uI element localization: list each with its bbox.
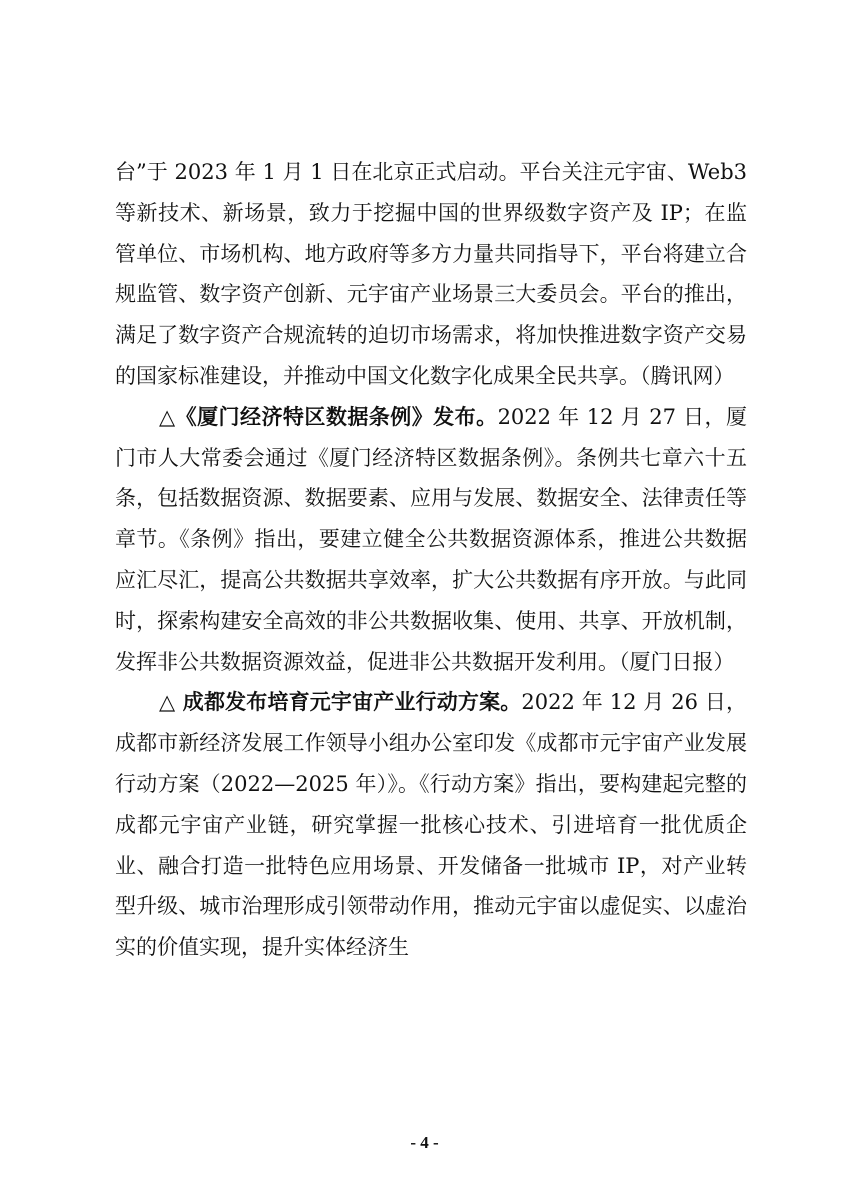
- document-body: [115, 152, 747, 968]
- paragraph-body: 2022 年 12 月 27 日，厦门市人大常委会通过《厦门经济特区数据条例》。条例共七章六十五条，包括数据资源、数据要素、应用与发展、数据安全、法律责任等章节。《条例》指出，要建立健全公共数据资源体系，推进公共数据应汇尽汇，提高公共数据共享效率，扩大公共数据有序开放。与此同时，探索构建安全高效的非公共数据收集、使用、共享、开放机制，发挥非公共数据资源效益，促进非公共数据开发利用。（厦门日报）: [115, 404, 747, 674]
- page-number: - 4 -: [410, 1133, 439, 1152]
- paragraph-heading: △ 成都发布培育元宇宙产业行动方案。: [159, 689, 522, 715]
- paragraph-body: 台”于 2023 年 1 月 1 日在北京正式启动。平台关注元宇宙、Web3 等新技术、新场景，致力于挖掘中国的世界级数字资产及 IP；在监管单位、市场机构、地方政府等多方力量共同指导下，平台将建立合规监管、数字资产创新、元宇宙产业场景三大委员会。平台的推出，满足了数字资产合规流转的迫切市场需求，将加快推进数字资产交易的国家标准建设，并推动中国文化数字化成果全民共享。（腾讯网）: [115, 160, 747, 388]
- paragraph-body: 2022 年 12 月 26 日，成都市新经济发展工作领导小组办公室印发《成都市元宇宙产业发展行动方案（2022—2025 年）》。《行动方案》指出，要构建起完整的成都元宇宙产业链，研究掌握一批核心技术、引进培育一批优质企业、融合打造一批特色应用场景、开发储备一批城市 IP，对产业转型升级、城市治理形成引领带动作用，推动元宇宙以虚促实、以虚治实的价值实现，提升实体经济生: [115, 690, 747, 960]
- paragraph-xiamen-data-regulation: [115, 397, 747, 683]
- paragraph-heading: △《厦门经济特区数据条例》发布。: [159, 403, 498, 429]
- paragraph-continuation: [115, 152, 747, 397]
- paragraph-chengdu-metaverse-plan: [115, 682, 747, 968]
